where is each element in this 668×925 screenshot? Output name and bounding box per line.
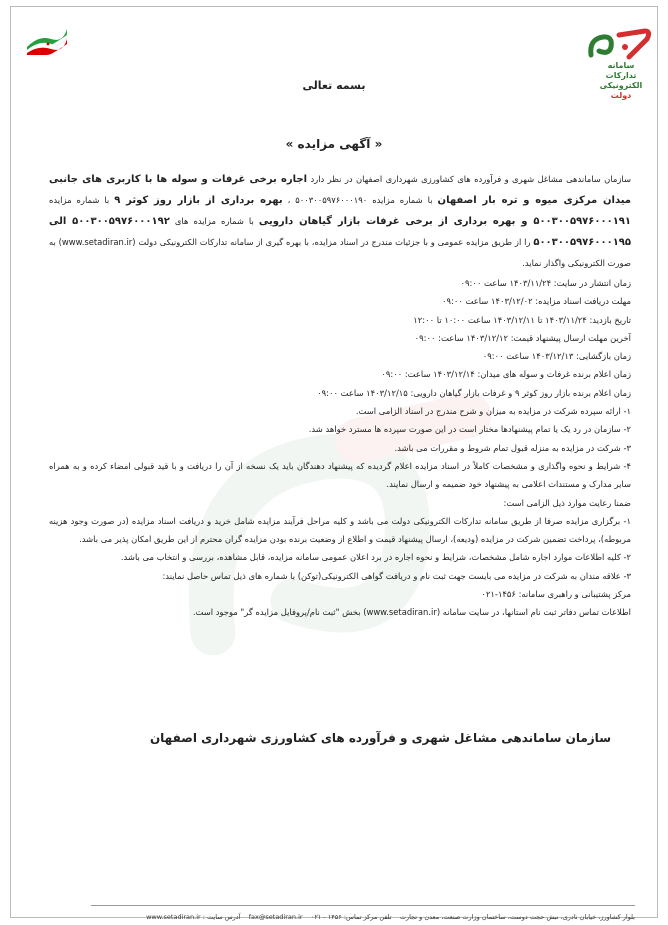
date-line: تاریخ بازدید: ۱۴۰۳/۱۱/۲۴ تا ۱۴۰۳/۱۲/۱۱ ساعت ۱۰:۰۰ تا ۱۲:۰۰	[413, 314, 631, 325]
iran-flag-emblem-icon	[25, 25, 69, 55]
intro-bold: اجاره برخی غرفات و سوله ها با کاربری های جانبی میدان مرکزی میوه و تره بار اصفهان	[49, 174, 631, 206]
condition-item: ۱- ارائه سپرده شرکت در مزایده به میزان و شرح مندرج در اسناد الزامی است.	[355, 406, 631, 417]
intro-text: با شماره مزایده های	[174, 216, 254, 226]
footer-site-label: آدرس سایت :	[202, 913, 241, 921]
notes-heading: ضمنا رعایت موارد ذیل الزامی است:	[503, 497, 631, 508]
intro-bold: ۵۰۰۳۰۰۵۹۷۶۰۰۰۱۹۱ و بهره برداری از برخی غرفات بازار گیاهان دارویی	[258, 216, 631, 227]
date-line: زمان بازگشایی: ۱۴۰۳/۱۲/۱۳ ساعت ۰۹:۰۰	[482, 351, 631, 362]
setad-logo	[585, 27, 657, 107]
date-line: زمان اعلام برنده بازار روز کوثر ۹ و غرفات بازار گیاهان دارویی: ۱۴۰۳/۱۲/۱۵ ساعت ۰۹:۰۰	[317, 387, 631, 398]
date-line: آخرین مهلت ارسال پیشنهاد قیمت: ۱۴۰۳/۱۲/۱۲ ساعت: ۰۹:۰۰	[414, 332, 631, 343]
intro-bold: بهره برداری از بازار روز کوثر ۹	[114, 195, 283, 206]
note-item: ۱- برگزاری مزایده صرفا از طریق سامانه تدارکات الکترونیکی دولت می باشد و کلیه مراحل فرآیند مزایده شامل خرید و دریافت اسناد مزایده (در صورت وجود هزینه مربوطه)، پرداخت تضمین شرکت در مزایده (ودیعه)، ارسال پیشنهاد قیمت و اطلاع از وضعیت برنده بودن مزایده گران محترم از این طریق امکان پذیر می باشد.	[49, 515, 631, 545]
intro-text: با شماره مزایده	[49, 195, 110, 205]
basmala-heading: بسمه تعالی	[302, 79, 366, 92]
footer-fax-link[interactable]: fax@setadiran.ir	[248, 913, 303, 921]
logo-text-line: تدارکات	[605, 71, 637, 80]
signature-organization: سازمان ساماندهی مشاغل شهری و فرآورده های کشاورزی شهرداری اصفهان	[149, 731, 611, 745]
note-item: مرکز پشتیبانی و راهبری سامانه: ۱۴۵۶-۰۲۱	[481, 589, 631, 600]
condition-item: ۳- شرکت در مزایده به منزله قبول تمام شروط و مقررات می باشد.	[394, 442, 631, 453]
intro-paragraph	[49, 169, 631, 274]
condition-item: ۴- شرایط و نحوه واگذاری و مشخصات کاملاً در اسناد مزایده اعلام گردیده که پیشنهاد دهندگان باید یک نسخه از آن را دریافت و با قید قبولی امضاء کرده و به همراه سایر مدارک و مستندات اعلامی به پیشنهاد خود ضمیمه و ارسال نمایند.	[49, 460, 631, 490]
condition-item: ۲- سازمان در رد یک یا تمام پیشنهادها مختار است در این صورت سپرده ها مسترد خواهد شد.	[308, 424, 631, 435]
footer-divider	[91, 905, 635, 906]
document-page	[10, 6, 658, 921]
logo-text-line: الکترونیکی	[599, 81, 643, 90]
footer-address: بلوار کشاورز، خیابان نادری، نبش حجت دوست، ساختمان وزارت صنعت، معدن و تجارت	[399, 913, 635, 921]
announcement-body	[49, 169, 631, 622]
footer-site-link[interactable]: www.setadiran.ir	[146, 913, 201, 921]
date-line: زمان انتشار در سایت: ۱۴۰۳/۱۱/۲۴ ساعت ۰۹:۰۰	[460, 278, 631, 288]
page-title: « آگهی مزایده »	[285, 137, 383, 151]
footer-phone: تلفن مرکز تماس: ۱۴۵۶ - ۰۲۱	[310, 913, 392, 921]
logo-text-line: سامانه	[607, 61, 635, 70]
note-item: ۳- علاقه مندان به شرکت در مزایده می بایست جهت ثبت نام و دریافت گواهی الکترونیکی(توکن) با شماره های ذیل تماس حاصل نمایند:	[162, 570, 631, 581]
logo-text-line: دولت	[610, 91, 632, 100]
intro-text: سازمان ساماندهی مشاغل شهری و فرآورده های کشاورزی شهرداری اصفهان در نظر دارد	[310, 174, 631, 184]
date-line: زمان اعلام برنده غرفات و سوله های میدان: ۱۴۰۳/۱۲/۱۴ ساعت: ۰۹:۰۰	[381, 369, 631, 380]
note-item: اطلاعات تماس دفاتر ثبت نام استانها، در سایت سامانه (www.setadiran.ir) بخش "ثبت نام/پروفایل مزایده گر" موجود است.	[192, 607, 631, 618]
intro-text: با شماره مزایده ۵۰۰۳۰۰۵۹۷۶۰۰۰۱۹۰ ،	[287, 195, 433, 205]
footer-contact	[91, 913, 635, 921]
note-item: ۲- کلیه اطلاعات موارد اجاره شامل مشخصات، شرایط و نحوه اجاره در برد اعلان عمومی سامانه مزایده، قابل مشاهده، بررسی و انتخاب می باشد.	[120, 552, 631, 563]
intro-bold: ۵۰۰۳۰۰۵۹۷۶۰۰۰۱۹۲ الی ۵۰۰۳۰۰۵۹۷۶۰۰۰۱۹۵	[49, 216, 631, 248]
setad-logo-mark-icon	[585, 27, 657, 63]
intro-text: را از طریق مزایده عمومی و با جزئیات مندرج در اسناد مزایده، با بهره گیری از سامانه تدارکات الکترونیکی دولت (www.setadiran.ir) به صورت الکترونیکی واگذار نماید.	[49, 237, 631, 268]
date-line: مهلت دریافت اسناد مزایده: ۱۴۰۳/۱۲/۰۲ ساعت ۰۹:۰۰	[442, 296, 631, 307]
